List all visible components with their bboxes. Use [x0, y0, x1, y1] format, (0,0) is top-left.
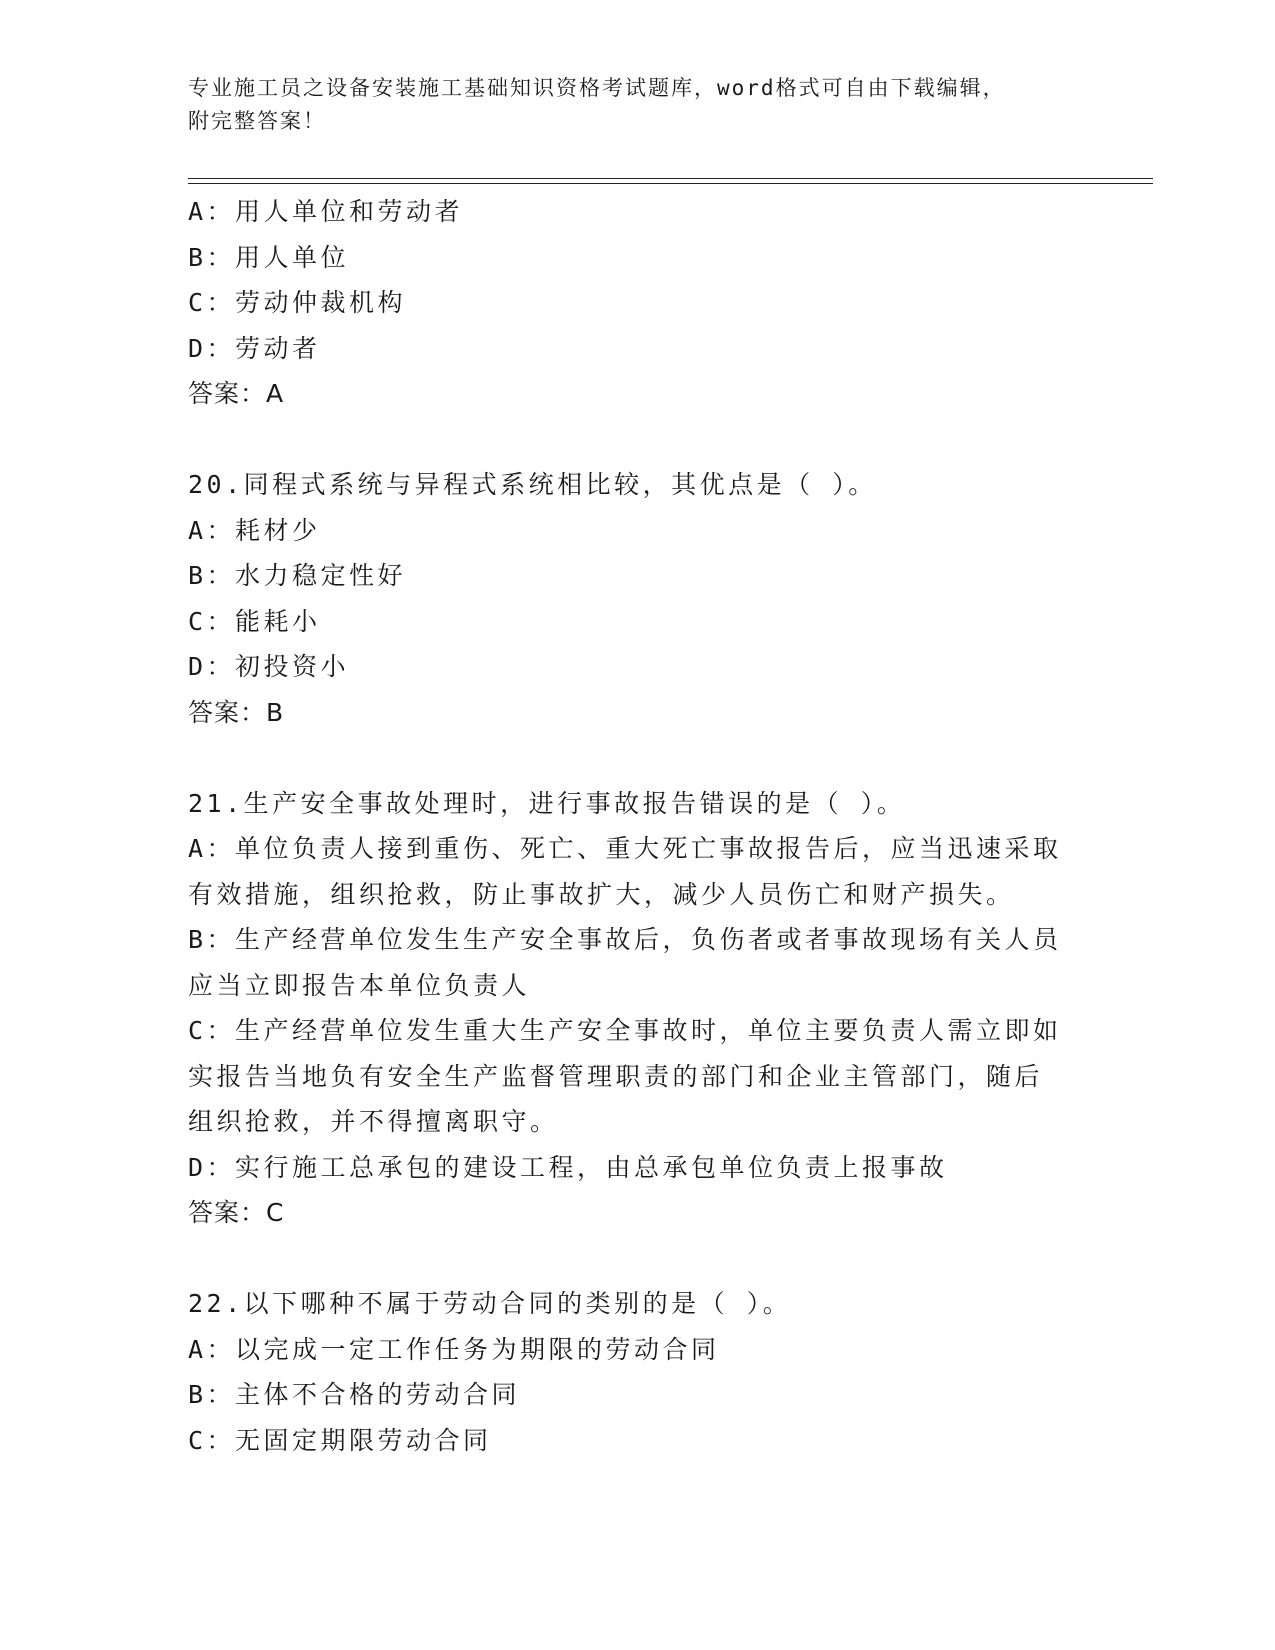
q20-option-a: A：耗材少: [188, 515, 321, 545]
q21-option-d: D：实行施工总承包的建设工程，由总承包单位负责上报事故: [188, 1152, 948, 1182]
spacer: [188, 417, 1088, 463]
header-line-2: 附完整答案！: [188, 109, 326, 133]
q20-question: 20.同程式系统与异程式系统相比较，其优点是（ ）。: [188, 470, 877, 499]
q21-option-c-line-1: C：生产经营单位发生重大生产安全事故时，单位主要负责人需立即如: [188, 1016, 1062, 1045]
document-header: [188, 72, 1088, 138]
q20-option-d: D：初投资小: [188, 652, 350, 681]
q22-option-a: A：以完成一定工作任务为期限的劳动合同: [188, 1334, 720, 1364]
question-22-block: [188, 1281, 1088, 1463]
q21-question: 21.生产安全事故处理时，进行事故报告错误的是（ ）。: [188, 788, 906, 818]
q19-option-c: C：劳动仲裁机构: [188, 288, 407, 317]
q21-option-a-line-1: A：单位负责人接到重伤、死亡、重大死亡事故报告后，应当迅速采取: [188, 834, 1062, 863]
q19-answer: 答案：A: [188, 379, 285, 408]
q21-option-c-line-2: 实报告当地负有安全生产监督管理职责的部门和企业主管部门，随后: [188, 1061, 1044, 1091]
q21-option-b-line-2: 应当立即报告本单位负责人: [188, 970, 531, 1000]
header-divider-bottom: [188, 183, 1153, 184]
header-line-1: 专业施工员之设备安装施工基础知识资格考试题库，word格式可自由下载编辑，: [188, 76, 1006, 100]
q22-option-c: C：无固定期限劳动合同: [188, 1425, 492, 1455]
question-20-block: [188, 462, 1088, 735]
q19-option-d: D：劳动者: [188, 333, 321, 363]
q19-option-b: B：用人单位: [188, 242, 350, 272]
spacer: [188, 1236, 1088, 1282]
header-divider-top: [188, 178, 1153, 179]
q20-answer: 答案：B: [188, 697, 285, 727]
q21-option-a-line-2: 有效措施，组织抢救，防止事故扩大，减少人员伤亡和财产损失。: [188, 879, 1015, 909]
q21-answer: 答案：C: [188, 1198, 285, 1227]
spacer: [188, 735, 1088, 781]
question-list: [188, 189, 1088, 1463]
q19-option-a: A：用人单位和劳动者: [188, 197, 464, 226]
q21-option-b-line-1: B：生产经营单位发生生产安全事故后，负伤者或者事故现场有关人员: [188, 925, 1062, 954]
q20-option-b: B：水力稳定性好: [188, 561, 407, 590]
q20-option-c: C：能耗小: [188, 606, 321, 636]
question-19-block: [188, 189, 1088, 417]
q22-option-b: B：主体不合格的劳动合同: [188, 1380, 521, 1409]
q22-question: 22.以下哪种不属于劳动合同的类别的是（ ）。: [188, 1289, 792, 1318]
q21-option-c-line-3: 组织抢救，并不得擅离职守。: [188, 1107, 559, 1136]
question-21-block: [188, 781, 1088, 1236]
